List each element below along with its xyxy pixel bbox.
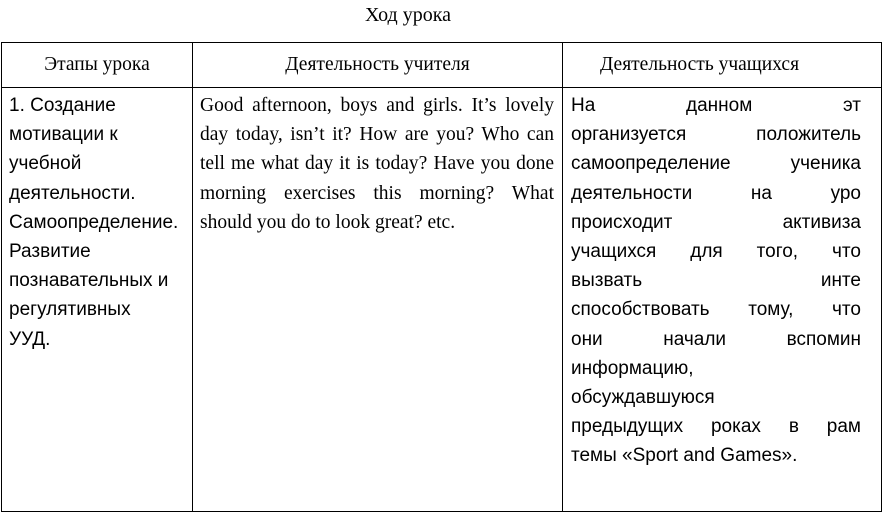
student-activity-word: обсуждавшуюся [571,387,715,409]
student-activity-line [571,441,861,470]
stage-line: мотивации к [9,124,118,146]
student-activity-word: происходит [571,211,673,233]
student-activity-cell [563,88,882,512]
student-activity-word: инте [820,270,861,292]
student-activity-word: организуется [571,124,687,146]
student-activity-word: для [690,241,723,263]
student-activity-word: что [832,299,861,321]
stage-line: деятельности. [9,182,136,204]
stage-line: учебной [9,153,82,175]
student-activity-word: предыдущих [571,416,684,438]
student-activity-word: ученика [790,153,861,175]
student-activity-word: роках [710,416,761,438]
header-student-activity: Деятельность учащихся [563,43,882,88]
student-activity-word: они [571,328,603,350]
student-activity-word: начали [663,328,727,350]
student-activity-line [571,179,861,208]
student-activity-word: вызвать [571,270,643,292]
stage-line: регулятивных [9,299,131,321]
lesson-table-wrapper [0,42,861,483]
student-activity-word: рам [826,416,861,438]
student-activity-word: что [832,241,861,263]
student-activity-word: эт [843,95,861,116]
stage-line: Развитие [9,241,91,263]
student-activity-line [571,354,861,383]
student-activity-word: and [678,445,716,467]
table-header-row [2,43,882,88]
student-activity-line [571,383,861,412]
student-activity-word: Games». [715,445,798,467]
student-activity-line [571,295,861,324]
student-activity-word: информацию, [571,357,694,379]
student-activity-word: самоопределение [571,153,731,175]
student-activity-word: на [750,182,772,204]
lesson-plan-table [1,42,882,512]
student-activity-line [571,325,861,354]
page-title: Ход урока [364,4,452,26]
student-activity-line [571,208,861,237]
student-activity-word: деятельности [571,182,693,204]
student-activity-word: положитель [756,124,861,146]
student-activity-word: вспомин [786,328,861,350]
student-activity-line [571,91,861,120]
student-activity-line [571,266,861,295]
student-activity-line [571,149,861,178]
student-activity-word: данном [686,95,753,116]
student-activity-line [571,237,861,266]
table-row [2,88,882,512]
stage-line: УУД. [9,328,51,350]
stage-line: познавательных и [9,270,169,292]
student-activity-text [571,91,881,471]
teacher-activity-cell: Good afternoon, boys and girls. It’s lovely day today, isn’t it? How are you? Who can tell me what day it is today? Have you done morning exercises this morning? What should you do to look great? etc. [193,88,563,512]
header-teacher-activity: Деятельность учителя [193,43,563,88]
stage-line: Самоопределение. [9,211,179,233]
student-activity-word: уро [830,182,861,204]
student-activity-word: учащихся [571,241,657,263]
student-activity-word: темы [571,445,617,467]
student-activity-word: в [788,416,799,438]
student-activity-word: На [571,95,596,116]
student-activity-line [571,412,861,441]
student-activity-word: «Sport [616,445,679,467]
student-activity-word: активиза [782,211,861,233]
stage-line: 1. Создание [9,95,116,116]
student-activity-line [571,120,861,149]
student-activity-word: способствовать [571,299,710,321]
student-activity-word: тому, [748,299,794,321]
header-stages: Этапы урока [2,43,193,88]
student-activity-word: того, [756,241,799,263]
stage-cell [2,88,193,512]
